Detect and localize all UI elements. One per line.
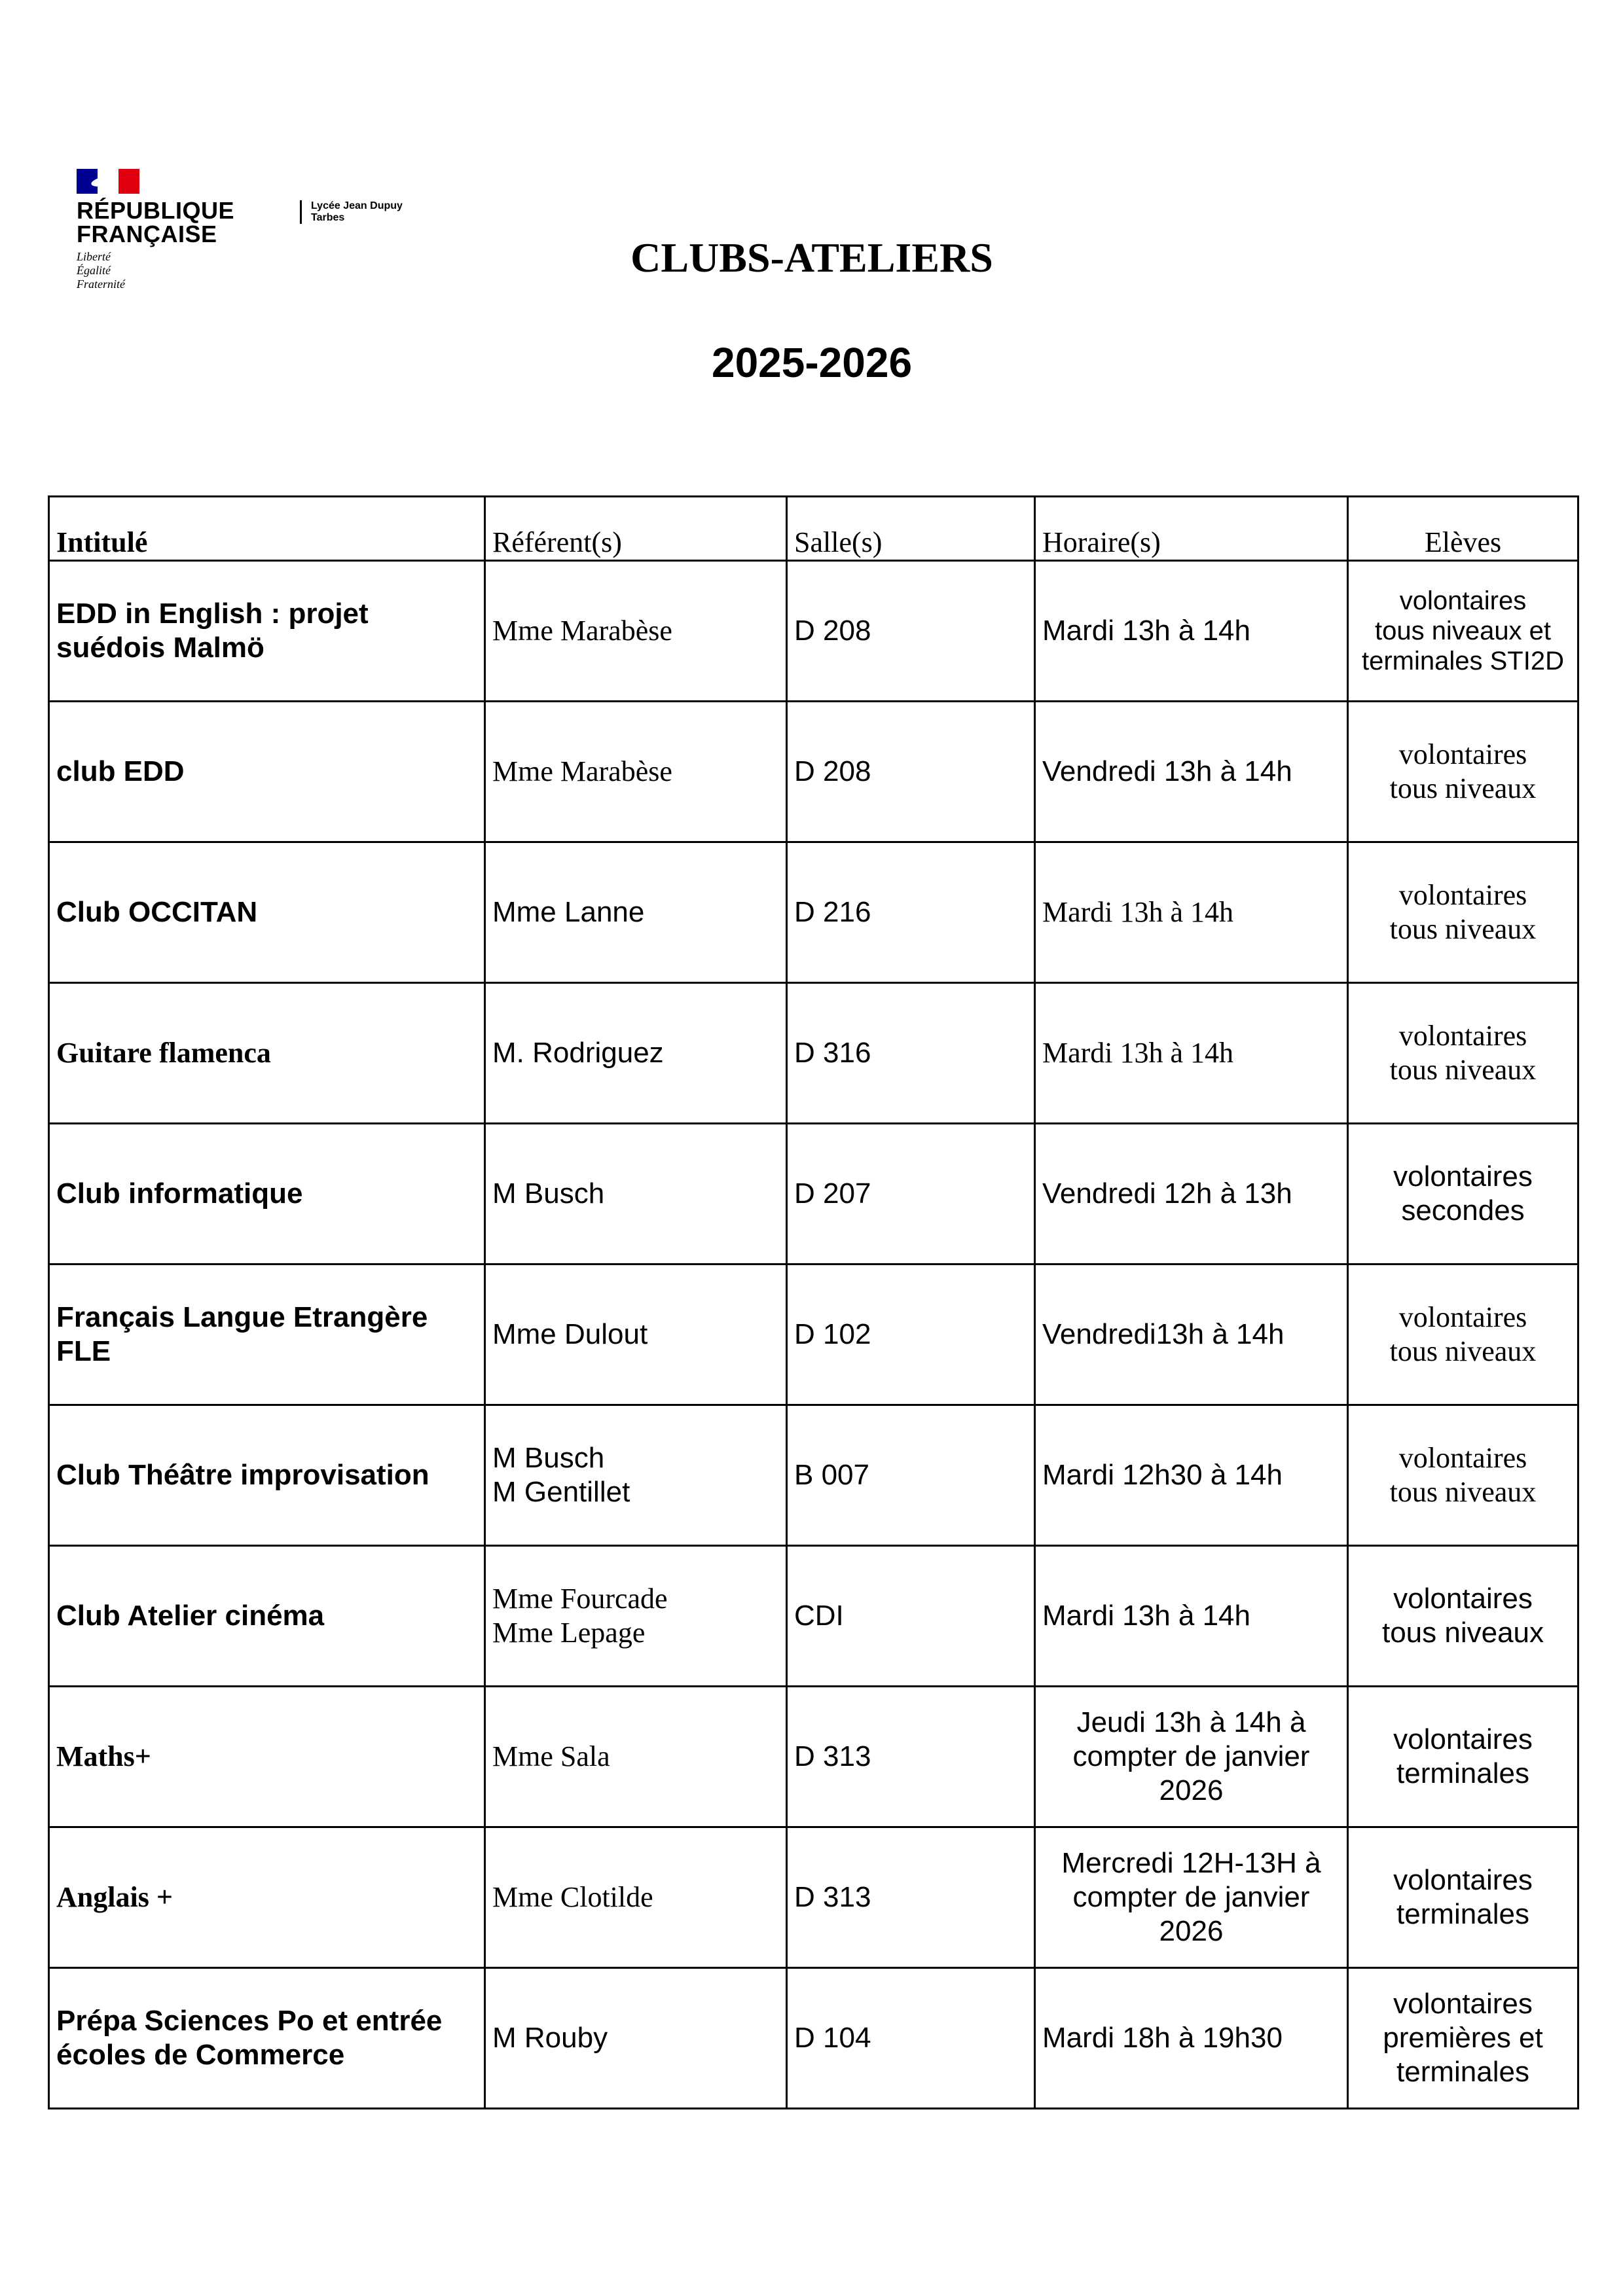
- cell-salle: D 104: [787, 1968, 1035, 2109]
- eleves-line: tous niveaux: [1389, 1476, 1537, 1508]
- cell-salle: D 316: [787, 983, 1035, 1124]
- horaire-line: 2026: [1159, 1774, 1224, 1806]
- eleves-line: volontaires: [1393, 1988, 1533, 2020]
- cell-horaire: [1035, 1827, 1348, 1968]
- eleves-line: volontaires: [1393, 1864, 1533, 1896]
- eleves-line: tous niveaux: [1389, 913, 1537, 945]
- referent: M Gentillet: [492, 1476, 630, 1508]
- eleves-line: terminales: [1396, 1757, 1529, 1789]
- column-header-salles: Salle(s): [787, 497, 1035, 561]
- horaire-line: Mardi 13h à 14h: [1042, 1600, 1250, 1632]
- cell-referents: [485, 1827, 787, 1968]
- eleves-line: volontaires: [1398, 1442, 1527, 1474]
- table-row: [49, 1265, 1578, 1405]
- eleves-line: tous niveaux: [1389, 772, 1537, 804]
- eleves-line: volontaires: [1393, 1723, 1533, 1755]
- horaire-line: 2026: [1159, 1915, 1224, 1947]
- referent: Mme Lepage: [492, 1617, 646, 1649]
- logo-line-1: RÉPUBLIQUE: [77, 197, 235, 224]
- table-row: [49, 561, 1578, 702]
- eleves-line: tous niveaux et: [1374, 617, 1552, 645]
- horaire-line: Mardi 13h à 14h: [1042, 896, 1234, 928]
- referent: Mme Dulout: [492, 1318, 648, 1350]
- cell-eleves: [1348, 561, 1578, 702]
- cell-horaire: [1035, 842, 1348, 983]
- eleves-line: terminales STI2D: [1362, 647, 1564, 675]
- cell-eleves: [1348, 1546, 1578, 1687]
- cell-referents: [485, 1124, 787, 1265]
- cell-eleves: [1348, 983, 1578, 1124]
- referent: Mme Marabèse: [492, 755, 672, 787]
- cell-salle: D 216: [787, 842, 1035, 983]
- column-header-eleves: Elèves: [1348, 497, 1578, 561]
- cell-horaire: [1035, 983, 1348, 1124]
- column-header-horaires: Horaire(s): [1035, 497, 1348, 561]
- referent: M Busch: [492, 1442, 605, 1474]
- logo-line-2: FRANÇAISE: [77, 221, 217, 247]
- eleves-line: secondes: [1401, 1194, 1525, 1227]
- cell-referents: [485, 1968, 787, 2109]
- cell-horaire: [1035, 1687, 1348, 1827]
- page-year: 2025-2026: [711, 339, 913, 386]
- cell-referents: [485, 1687, 787, 1827]
- referent: M Busch: [492, 1177, 605, 1210]
- table-row: [49, 1827, 1578, 1968]
- cell-referents: [485, 1265, 787, 1405]
- cell-salle: D 313: [787, 1827, 1035, 1968]
- horaire-line: Mercredi 12H-13H à: [1061, 1847, 1321, 1879]
- cell-salle: D 207: [787, 1124, 1035, 1265]
- referent: M Rouby: [492, 2022, 608, 2054]
- horaire-line: Mardi 13h à 14h: [1042, 1037, 1234, 1069]
- table-row: [49, 983, 1578, 1124]
- page-title: CLUBS-ATELIERS: [630, 234, 993, 281]
- cell-referents: [485, 842, 787, 983]
- cell-eleves: [1348, 1968, 1578, 2109]
- eleves-line: volontaires: [1398, 1020, 1527, 1052]
- clubs-table: [48, 495, 1579, 2109]
- cell-horaire: [1035, 1546, 1348, 1687]
- cell-salle: D 313: [787, 1687, 1035, 1827]
- referent: M. Rodriguez: [492, 1037, 664, 1069]
- marianne-flag-icon: [77, 169, 139, 194]
- horaire-line: Mardi 13h à 14h: [1042, 615, 1250, 647]
- cell-referents: [485, 1546, 787, 1687]
- table-row: [49, 1968, 1578, 2109]
- cell-referents: [485, 702, 787, 842]
- eleves-line: volontaires: [1393, 1583, 1533, 1615]
- cell-referents: [485, 561, 787, 702]
- cell-eleves: [1348, 1827, 1578, 1968]
- cell-salle: CDI: [787, 1546, 1035, 1687]
- eleves-line: volontaires: [1398, 879, 1527, 911]
- horaire-line: Mardi 18h à 19h30: [1042, 2022, 1283, 2054]
- cell-referents: [485, 983, 787, 1124]
- eleves-line: premières et: [1383, 2022, 1543, 2054]
- table-header-row: [49, 497, 1578, 561]
- cell-horaire: [1035, 1968, 1348, 2109]
- cell-intitule: EDD in English : projet suédois Malmö: [49, 561, 485, 702]
- cell-eleves: [1348, 1687, 1578, 1827]
- referent: Mme Sala: [492, 1740, 610, 1772]
- cell-horaire: [1035, 1124, 1348, 1265]
- cell-intitule: Club Atelier cinéma: [49, 1546, 485, 1687]
- horaire-line: Vendredi 12h à 13h: [1042, 1177, 1292, 1210]
- cell-intitule: Club informatique: [49, 1124, 485, 1265]
- eleves-line: tous niveaux: [1389, 1335, 1537, 1367]
- horaire-line: Vendredi13h à 14h: [1042, 1318, 1285, 1350]
- cell-salle: D 208: [787, 702, 1035, 842]
- cell-intitule: Anglais +: [49, 1827, 485, 1968]
- cell-horaire: [1035, 1265, 1348, 1405]
- cell-intitule: club EDD: [49, 702, 485, 842]
- eleves-line: volontaires: [1393, 1160, 1533, 1193]
- horaire-line: compter de janvier: [1072, 1881, 1310, 1913]
- horaire-line: compter de janvier: [1072, 1740, 1310, 1772]
- cell-eleves: [1348, 1405, 1578, 1546]
- eleves-line: terminales: [1396, 2056, 1529, 2088]
- logo-wordmark: [77, 199, 234, 246]
- table-row: [49, 1124, 1578, 1265]
- cell-salle: D 102: [787, 1265, 1035, 1405]
- cell-horaire: [1035, 702, 1348, 842]
- republique-francaise-logo: [77, 169, 234, 291]
- school-name: Lycée Jean Dupuy: [311, 200, 403, 211]
- referent: Mme Clotilde: [492, 1881, 653, 1913]
- horaire-line: Mardi 12h30 à 14h: [1042, 1459, 1283, 1491]
- horaire-line: Jeudi 13h à 14h à: [1076, 1706, 1306, 1738]
- table-row: [49, 1687, 1578, 1827]
- devise-liberte: Liberté: [77, 250, 111, 263]
- table-row: [49, 842, 1578, 983]
- table-row: [49, 1405, 1578, 1546]
- cell-salle: D 208: [787, 561, 1035, 702]
- cell-eleves: [1348, 1124, 1578, 1265]
- cell-salle: B 007: [787, 1405, 1035, 1546]
- referent: Mme Fourcade: [492, 1583, 668, 1615]
- table-row: [49, 702, 1578, 842]
- school-name-block: [300, 200, 403, 224]
- cell-intitule: Guitare flamenca: [49, 983, 485, 1124]
- eleves-line: volontaires: [1398, 1301, 1527, 1333]
- eleves-line: tous niveaux: [1381, 1617, 1544, 1649]
- table-row: [49, 1546, 1578, 1687]
- column-header-referents: Référent(s): [485, 497, 787, 561]
- cell-intitule: Prépa Sciences Po et entrée écoles de Commerce: [49, 1968, 485, 2109]
- eleves-line: volontaires: [1399, 586, 1527, 615]
- school-city: Tarbes: [311, 212, 345, 223]
- cell-eleves: [1348, 1265, 1578, 1405]
- cell-intitule: Français Langue Etrangère FLE: [49, 1265, 485, 1405]
- eleves-line: tous niveaux: [1389, 1054, 1537, 1086]
- eleves-line: volontaires: [1398, 738, 1527, 770]
- cell-eleves: [1348, 702, 1578, 842]
- cell-intitule: Club OCCITAN: [49, 842, 485, 983]
- cell-intitule: Club Théâtre improvisation: [49, 1405, 485, 1546]
- referent: Mme Lanne: [492, 896, 645, 928]
- cell-horaire: [1035, 561, 1348, 702]
- eleves-line: terminales: [1396, 1898, 1529, 1930]
- cell-horaire: [1035, 1405, 1348, 1546]
- devise-egalite: Égalité: [77, 264, 111, 277]
- logo-devise: [77, 250, 234, 291]
- referent: Mme Marabèse: [492, 615, 672, 647]
- horaire-line: Vendredi 13h à 14h: [1042, 755, 1292, 787]
- cell-eleves: [1348, 842, 1578, 983]
- cell-intitule: Maths+: [49, 1687, 485, 1827]
- cell-referents: [485, 1405, 787, 1546]
- devise-fraternite: Fraternité: [77, 278, 125, 291]
- column-header-intitule: Intitulé: [49, 497, 485, 561]
